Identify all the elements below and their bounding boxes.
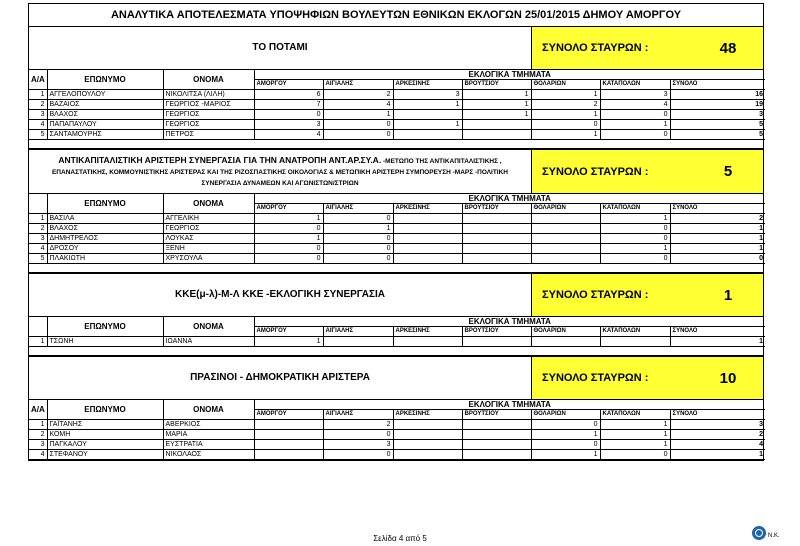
candidates-table xyxy=(29,400,765,460)
firstname-cell: ΛΟΥΚΑΣ xyxy=(163,234,254,244)
votes-cell xyxy=(462,430,531,440)
page-footer: Σελίδα 4 από 5 xyxy=(373,534,427,543)
surname-cell: ΣΤΕΦΑΝΟΥ xyxy=(47,450,163,460)
votes-cell xyxy=(393,244,462,254)
candidate-rows xyxy=(29,337,765,347)
table-row xyxy=(29,254,765,264)
firstname-cell: ΧΡΥΣΟΥΛΑ xyxy=(163,254,254,264)
votes-cell: 1 xyxy=(254,214,323,224)
votes-cell xyxy=(393,234,462,244)
surname-cell: ΒΛΑΧΟΣ xyxy=(47,224,163,234)
aa-header xyxy=(29,317,47,337)
votes-cell: 1 xyxy=(393,120,462,130)
votes-cell: 0 xyxy=(254,244,323,254)
party-name-sub: -ΜΕΤΩΠΟ ΤΗΣ ΑΝΤΙΚΑΠΙΤΑΛΙΣΤΙΚΗΣ , ΕΠΑΝΑΣΤΑΤΙΚΗΣ, ΚΟΜΜΟΥΝΙΣΤΙΚΗΣ ΑΡΙΣΤΕΡΑΣ ΚΑΙ ΤΗΣ ΡΙΖΟΣΠΑΣΤΙΚΗΣ ΟΙΚΟΛΟΓΙΑΣ & ΜΕΤΩΠΙΚΗ ΑΡΙΣΤΕΡΗ ΣΥΜΠΟΡΕΥΣΗ -ΜΑΡΣ -ΠΟΛΙΤΙΚΗ ΣΥΝΕΡΓΑΣΙΑ ΔΥΝΑΜΕΩΝ ΚΑΙ ΑΓΩΝΙΣΤΩΝ/ΣΤΡΙΩΝ xyxy=(51,157,509,188)
votes-cell: 7 xyxy=(254,100,323,110)
column-header: ΒΡΟΥΤΣΙΟΥ xyxy=(462,327,531,337)
party-section-1 xyxy=(28,27,764,150)
surname-cell: ΠΑΓΚΑΛΟΥ xyxy=(47,440,163,450)
firstname-cell: ΓΕΩΡΓΙΟΣ xyxy=(163,120,254,130)
surname-cell: ΚΟΜΗ xyxy=(47,430,163,440)
results-sheet xyxy=(28,3,764,461)
total-cell: 1 xyxy=(670,224,765,234)
table-row xyxy=(29,244,765,254)
votes-cell: 1 xyxy=(254,337,323,347)
column-header: ΑΡΚΕΣΙΝΗΣ xyxy=(393,410,462,420)
row-number: 3 xyxy=(29,440,47,450)
total-value: 1 xyxy=(723,286,733,304)
votes-cell xyxy=(393,214,462,224)
aa-header xyxy=(29,194,47,214)
votes-cell: 1 xyxy=(462,110,531,120)
row-number: 4 xyxy=(29,450,47,460)
votes-cell: 0 xyxy=(254,110,323,120)
candidate-rows xyxy=(29,420,765,460)
votes-cell: 0 xyxy=(323,244,393,254)
column-header: ΑΙΓΙΑΛΗΣ xyxy=(323,410,393,420)
votes-cell: 1 xyxy=(600,420,670,430)
row-number: 1 xyxy=(29,90,47,100)
surname-cell: ΒΑΣΙΛΑ xyxy=(47,214,163,224)
row-number: 3 xyxy=(29,110,47,120)
surname-cell: ΒΛΑΧΟΣ xyxy=(47,110,163,120)
table-row xyxy=(29,110,765,120)
votes-cell xyxy=(393,254,462,264)
votes-cell: 0 xyxy=(323,450,393,460)
votes-cell xyxy=(531,244,600,254)
column-header: ΚΑΤΑΠΟΛΩΝ xyxy=(600,327,670,337)
votes-cell xyxy=(393,420,462,430)
party-section-4 xyxy=(28,357,764,461)
column-header: ΣΥΝΟΛΟ xyxy=(670,410,765,420)
votes-cell xyxy=(462,224,531,234)
votes-cell xyxy=(462,420,531,430)
votes-cell xyxy=(254,420,323,430)
total-box xyxy=(532,150,763,193)
row-number: 1 xyxy=(29,420,47,430)
votes-cell xyxy=(393,224,462,234)
candidate-rows xyxy=(29,214,765,264)
total-cell: 0 xyxy=(670,254,765,264)
party-header xyxy=(29,150,763,194)
section-gap xyxy=(29,347,763,356)
party-name xyxy=(29,150,532,193)
firstname-header: ΟΝΟΜΑ xyxy=(163,317,254,337)
column-header: ΒΡΟΥΤΣΙΟΥ xyxy=(462,80,531,90)
votes-cell: 1 xyxy=(254,234,323,244)
votes-cell xyxy=(462,440,531,450)
firstname-cell: ΠΕΤΡΟΣ xyxy=(163,130,254,140)
column-header: ΑΜΟΡΓΟΥ xyxy=(254,80,323,90)
firstname-cell: ΞΕΝΗ xyxy=(163,244,254,254)
table-row xyxy=(29,90,765,100)
row-number: 3 xyxy=(29,234,47,244)
total-cell: 1 xyxy=(670,234,765,244)
votes-cell: 0 xyxy=(600,450,670,460)
votes-cell: 2 xyxy=(531,100,600,110)
votes-cell: 0 xyxy=(323,214,393,224)
firstname-cell: ΓΕΩΡΓΙΟΣ xyxy=(163,224,254,234)
votes-cell: 1 xyxy=(393,100,462,110)
column-header: ΑΡΚΕΣΙΝΗΣ xyxy=(393,80,462,90)
votes-cell: 4 xyxy=(323,100,393,110)
table-row xyxy=(29,430,765,440)
firstname-header: ΟΝΟΜΑ xyxy=(163,70,254,90)
table-header xyxy=(29,194,765,204)
votes-cell: 4 xyxy=(254,130,323,140)
column-header: ΣΥΝΟΛΟ xyxy=(670,204,765,214)
column-header: ΑΜΟΡΓΟΥ xyxy=(254,204,323,214)
table-row xyxy=(29,100,765,110)
votes-cell: 1 xyxy=(600,440,670,450)
votes-cell xyxy=(393,130,462,140)
votes-cell xyxy=(254,450,323,460)
surname-cell: ΒΑΖΑΙΟΣ xyxy=(47,100,163,110)
column-header: ΘΟΛΑΡΙΩΝ xyxy=(531,327,600,337)
total-cell: 1 xyxy=(670,244,765,254)
votes-cell: 0 xyxy=(323,120,393,130)
votes-cell xyxy=(393,110,462,120)
votes-cell xyxy=(531,214,600,224)
votes-cell: 2 xyxy=(323,90,393,100)
votes-cell xyxy=(254,440,323,450)
row-number: 1 xyxy=(29,214,47,224)
row-number: 2 xyxy=(29,430,47,440)
total-cell: 5 xyxy=(670,130,765,140)
votes-cell: 2 xyxy=(323,420,393,430)
table-header xyxy=(29,70,765,80)
surname-cell: ΣΑΝΤΑΜΟΥΡΗΣ xyxy=(47,130,163,140)
surname-cell: ΠΑΠΑΠΑΥΛΟΥ xyxy=(47,120,163,130)
logo-text: Ν.Κ. xyxy=(768,533,780,539)
votes-cell: 0 xyxy=(323,254,393,264)
party-header xyxy=(29,274,763,317)
total-cell: 4 xyxy=(670,440,765,450)
votes-cell: 1 xyxy=(531,450,600,460)
surname-header: ΕΠΩΝΥΜΟ xyxy=(47,70,163,90)
row-number: 1 xyxy=(29,337,47,347)
votes-cell: 6 xyxy=(254,90,323,100)
votes-cell xyxy=(393,430,462,440)
firstname-header: ΟΝΟΜΑ xyxy=(163,194,254,214)
total-value: 5 xyxy=(723,163,733,180)
votes-cell xyxy=(462,244,531,254)
districts-header: ΕΚΛΟΓΙΚΑ ΤΜΗΜΑΤΑ xyxy=(254,70,765,80)
votes-cell: 3 xyxy=(323,440,393,450)
total-cell: 16 xyxy=(670,90,765,100)
votes-cell: 3 xyxy=(254,120,323,130)
candidates-table xyxy=(29,317,765,347)
party-header xyxy=(29,27,763,70)
votes-cell: 0 xyxy=(254,254,323,264)
column-header: ΑΙΓΙΑΛΗΣ xyxy=(323,204,393,214)
votes-cell: 0 xyxy=(323,234,393,244)
total-box xyxy=(532,27,763,69)
votes-cell xyxy=(462,234,531,244)
votes-cell: 1 xyxy=(323,110,393,120)
votes-cell: 1 xyxy=(600,120,670,130)
column-header: ΘΟΛΑΡΙΩΝ xyxy=(531,410,600,420)
table-header xyxy=(29,317,765,327)
section-gap xyxy=(29,140,763,149)
party-header xyxy=(29,357,763,400)
column-header: ΑΡΚΕΣΙΝΗΣ xyxy=(393,327,462,337)
total-cell: 3 xyxy=(670,420,765,430)
votes-cell: 0 xyxy=(600,234,670,244)
surname-cell: ΔΗΜΗΤΡΕΛΟΣ xyxy=(47,234,163,244)
votes-cell xyxy=(462,254,531,264)
table-row xyxy=(29,234,765,244)
votes-cell: 0 xyxy=(323,130,393,140)
firstname-cell: ΜΑΡΙΑ xyxy=(163,430,254,440)
candidate-rows xyxy=(29,90,765,140)
column-header: ΒΡΟΥΤΣΙΟΥ xyxy=(462,204,531,214)
aa-header: Α/Α xyxy=(29,70,47,90)
column-header: ΚΑΤΑΠΟΛΩΝ xyxy=(600,80,670,90)
votes-cell xyxy=(462,214,531,224)
total-label: ΣΥΝΟΛΟ ΣΤΑΥΡΩΝ : xyxy=(542,372,649,384)
total-label: ΣΥΝΟΛΟ ΣΤΑΥΡΩΝ : xyxy=(542,165,649,178)
party-section-3 xyxy=(28,274,764,357)
surname-header: ΕΠΩΝΥΜΟ xyxy=(47,194,163,214)
row-number: 4 xyxy=(29,120,47,130)
votes-cell xyxy=(531,234,600,244)
firstname-cell: ΓΕΩΡΓΙΟΣ -ΜΑΡΙΟΣ xyxy=(163,100,254,110)
firstname-cell: ΑΓΓΕΛΙΚΗ xyxy=(163,214,254,224)
total-cell: 5 xyxy=(670,120,765,130)
votes-cell: 1 xyxy=(531,130,600,140)
votes-cell xyxy=(531,337,600,347)
party-name: ΠΡΑΣΙΝΟΙ - ΔΗΜΟΚΡΑΤΙΚΗ ΑΡΙΣΤΕΡΑ xyxy=(29,357,532,399)
votes-cell: 0 xyxy=(600,254,670,264)
surname-cell: ΤΣΩΝΗ xyxy=(47,337,163,347)
total-cell: 19 xyxy=(670,100,765,110)
votes-cell xyxy=(462,450,531,460)
table-row xyxy=(29,214,765,224)
candidates-table xyxy=(29,70,765,140)
votes-cell xyxy=(600,337,670,347)
total-label: ΣΥΝΟΛΟ ΣΤΑΥΡΩΝ : xyxy=(542,42,649,54)
party-name-main: ΑΝΤΙΚΑΠΙΤΑΛΙΣΤΙΚΗ ΑΡΙΣΤΕΡΗ ΣΥΝΕΡΓΑΣΙΑ ΓΙΑ ΤΗΝ ΑΝΑΤΡΟΠΗ ΑΝΤ.ΑΡ.ΣΥ.Α. xyxy=(58,154,382,165)
table-row xyxy=(29,440,765,450)
votes-cell xyxy=(393,450,462,460)
votes-cell xyxy=(462,337,531,347)
votes-cell: 1 xyxy=(531,430,600,440)
surname-header: ΕΠΩΝΥΜΟ xyxy=(47,317,163,337)
votes-cell: 1 xyxy=(531,90,600,100)
districts-header: ΕΚΛΟΓΙΚΑ ΤΜΗΜΑΤΑ xyxy=(254,400,765,410)
firstname-cell: ΕΥΣΤΡΑΤΙΑ xyxy=(163,440,254,450)
column-header: ΚΑΤΑΠΟΛΩΝ xyxy=(600,410,670,420)
column-header: ΑΙΓΙΑΛΗΣ xyxy=(323,327,393,337)
votes-cell: 0 xyxy=(531,420,600,430)
row-number: 5 xyxy=(29,130,47,140)
firstname-cell: ΝΙΚΟΛΙΤΣΑ (ΛΙΛΗ) xyxy=(163,90,254,100)
table-row xyxy=(29,120,765,130)
firstname-cell: ΑΒΕΡΚΙΟΣ xyxy=(163,420,254,430)
party-name: ΤΟ ΠΟΤΑΜΙ xyxy=(29,27,532,69)
column-header: ΚΑΤΑΠΟΛΩΝ xyxy=(600,204,670,214)
table-header xyxy=(29,400,765,410)
districts-header: ΕΚΛΟΓΙΚΑ ΤΜΗΜΑΤΑ xyxy=(254,317,765,327)
votes-cell: 0 xyxy=(531,120,600,130)
total-cell: 2 xyxy=(670,214,765,224)
votes-cell xyxy=(462,130,531,140)
total-value: 10 xyxy=(719,369,737,387)
page-title: ΑΝΑΛΥΤΙΚΑ ΑΠΟΤΕΛΕΣΜΑΤΑ ΥΠΟΨΗΦΙΩΝ ΒΟΥΛΕΥΤΩΝ ΕΘΝΙΚΩΝ ΕΚΛΟΓΩΝ 25/01/2015 ΔΗΜΟΥ ΑΜΟΡΓΟΥ xyxy=(28,3,764,27)
row-number: 4 xyxy=(29,244,47,254)
firstname-cell: ΙΩΑΝΝΑ xyxy=(163,337,254,347)
votes-cell: 0 xyxy=(254,224,323,234)
votes-cell xyxy=(531,224,600,234)
votes-cell: 0 xyxy=(600,110,670,120)
votes-cell: 0 xyxy=(600,130,670,140)
votes-cell: 3 xyxy=(393,90,462,100)
total-value: 48 xyxy=(719,39,737,57)
row-number: 2 xyxy=(29,224,47,234)
votes-cell: 3 xyxy=(600,90,670,100)
table-row xyxy=(29,420,765,430)
column-header: ΘΟΛΑΡΙΩΝ xyxy=(531,204,600,214)
section-gap xyxy=(29,264,763,273)
party-section-2 xyxy=(28,150,764,274)
votes-cell xyxy=(531,254,600,264)
surname-cell: ΠΛΑΚΙΩΤΗ xyxy=(47,254,163,264)
firstname-cell: ΓΕΩΡΓΙΟΣ xyxy=(163,110,254,120)
votes-cell: 0 xyxy=(600,224,670,234)
total-label: ΣΥΝΟΛΟ ΣΤΑΥΡΩΝ : xyxy=(542,289,649,301)
total-box xyxy=(532,357,763,399)
firstname-cell: ΝΙΚΟΛΑΟΣ xyxy=(163,450,254,460)
surname-cell: ΓΑΪΤΑΝΗΣ xyxy=(47,420,163,430)
total-cell: 2 xyxy=(670,430,765,440)
candidates-table xyxy=(29,194,765,264)
column-header: ΣΥΝΟΛΟ xyxy=(670,327,765,337)
votes-cell: 1 xyxy=(600,430,670,440)
table-row xyxy=(29,224,765,234)
votes-cell: 4 xyxy=(600,100,670,110)
column-header: ΒΡΟΥΤΣΙΟΥ xyxy=(462,410,531,420)
votes-cell: 1 xyxy=(531,110,600,120)
votes-cell xyxy=(393,337,462,347)
column-header: ΑΡΚΕΣΙΝΗΣ xyxy=(393,204,462,214)
table-row xyxy=(29,450,765,460)
logo-icon xyxy=(752,526,766,540)
total-cell: 3 xyxy=(670,110,765,120)
votes-cell xyxy=(323,337,393,347)
table-row xyxy=(29,337,765,347)
surname-cell: ΔΡΟΣΟΥ xyxy=(47,244,163,254)
column-header: ΘΟΛΑΡΙΩΝ xyxy=(531,80,600,90)
column-header: ΑΙΓΙΑΛΗΣ xyxy=(323,80,393,90)
row-number: 2 xyxy=(29,100,47,110)
surname-cell: ΑΓΓΕΛΟΠΟΥΛΟΥ xyxy=(47,90,163,100)
surname-header: ΕΠΩΝΥΜΟ xyxy=(47,400,163,420)
total-box xyxy=(532,274,763,316)
total-cell: 1 xyxy=(670,337,765,347)
row-number: 5 xyxy=(29,254,47,264)
votes-cell xyxy=(254,430,323,440)
column-header: ΑΜΟΡΓΟΥ xyxy=(254,327,323,337)
firstname-header: ΟΝΟΜΑ xyxy=(163,400,254,420)
column-header: ΣΥΝΟΛΟ xyxy=(670,80,765,90)
votes-cell xyxy=(393,440,462,450)
aa-header: Α/Α xyxy=(29,400,47,420)
votes-cell: 1 xyxy=(462,90,531,100)
column-header: ΑΜΟΡΓΟΥ xyxy=(254,410,323,420)
votes-cell: 1 xyxy=(323,224,393,234)
votes-cell: 0 xyxy=(531,440,600,450)
votes-cell: 0 xyxy=(323,430,393,440)
votes-cell: 1 xyxy=(462,100,531,110)
party-name: ΚΚΕ(μ-λ)-Μ-Λ ΚΚΕ -ΕΚΛΟΓΙΚΗ ΣΥΝΕΡΓΑΣΙΑ xyxy=(29,274,532,316)
votes-cell: 1 xyxy=(600,244,670,254)
total-cell: 1 xyxy=(670,450,765,460)
districts-header: ΕΚΛΟΓΙΚΑ ΤΜΗΜΑΤΑ xyxy=(254,194,765,204)
votes-cell xyxy=(462,120,531,130)
votes-cell: 1 xyxy=(600,214,670,224)
table-row xyxy=(29,130,765,140)
